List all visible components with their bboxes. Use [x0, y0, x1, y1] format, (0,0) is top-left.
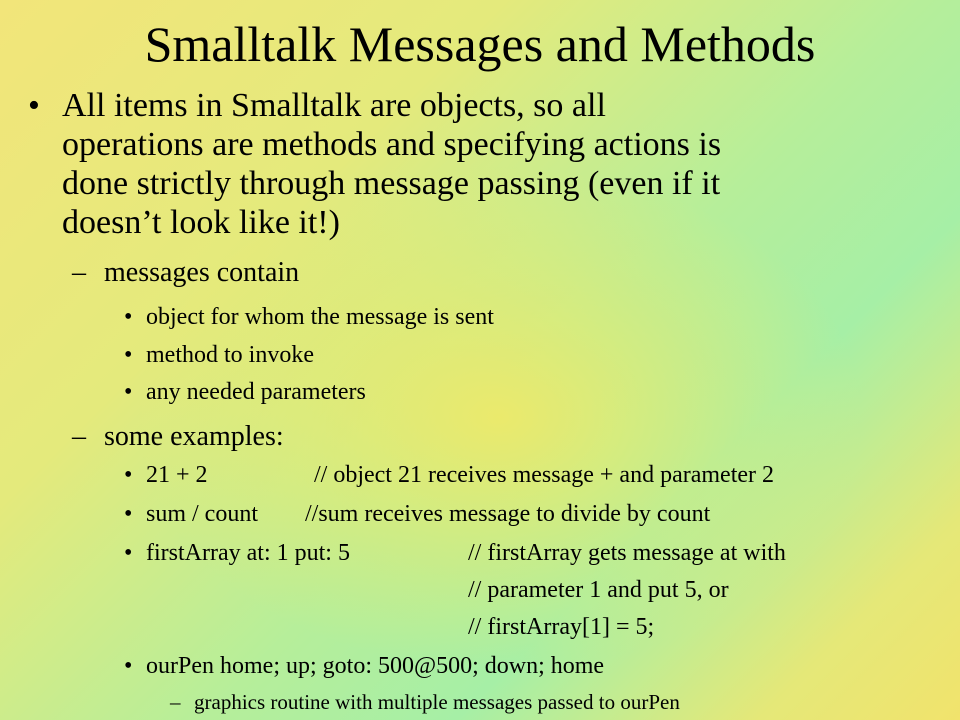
example-comment: // firstArray gets message at with	[468, 540, 786, 566]
dash-marker: –	[170, 690, 181, 714]
dash-marker: –	[72, 257, 86, 288]
messages-contain-heading	[72, 257, 300, 289]
example-item-ourpen	[124, 652, 605, 680]
list-item-text: any needed parameters	[146, 379, 366, 405]
examples-heading	[72, 421, 284, 453]
ourpen-code: ourPen home; up; goto: 500@500; down; home	[146, 653, 605, 679]
example-code: 21 + 2	[146, 462, 208, 488]
example-comment: // object 21 receives message + and parameter 2	[314, 462, 775, 488]
main-bullet-line-2: operations are methods and specifying actions is	[62, 126, 722, 163]
messages-contain-label: messages contain	[104, 257, 300, 288]
main-bullet-line-3: done strictly through message passing (even if it	[62, 165, 721, 202]
main-bullet-line-4: doesn’t look like it!)	[62, 204, 340, 241]
example-comment: //sum receives message to divide by count	[305, 501, 711, 527]
main-bullet-line-1: All items in Smalltalk are objects, so all	[62, 87, 606, 124]
example-code: firstArray at: 1 put: 5	[146, 540, 350, 566]
bullet-marker: •	[124, 304, 133, 330]
list-item-text: object for whom the message is sent	[146, 304, 494, 330]
bullet-marker: •	[28, 87, 40, 124]
slide-title: Smalltalk Messages and Methods	[144, 16, 816, 72]
bullet-marker: •	[124, 379, 133, 405]
list-item	[124, 341, 314, 369]
continuation-comment: // firstArray[1] = 5;	[468, 614, 655, 640]
bullet-marker: •	[124, 342, 133, 368]
list-item	[124, 303, 494, 331]
example-item	[124, 461, 936, 489]
bullet-marker: •	[124, 462, 133, 488]
continuation-comment: // parameter 1 and put 5, or	[468, 577, 729, 603]
example-item	[124, 500, 936, 528]
example-code: sum / count	[146, 501, 258, 527]
examples-label: some examples:	[104, 421, 284, 452]
list-item-text: method to invoke	[146, 342, 314, 368]
dash-marker: –	[72, 421, 86, 452]
ourpen-note	[170, 689, 680, 715]
bullet-marker: •	[124, 501, 133, 527]
bullet-marker: •	[124, 540, 133, 566]
main-bullet	[28, 86, 942, 242]
list-item	[124, 378, 366, 406]
example-item	[124, 539, 936, 567]
ourpen-note-text: graphics routine with multiple messages passed to ourPen	[194, 690, 680, 714]
bullet-marker: •	[124, 653, 133, 679]
